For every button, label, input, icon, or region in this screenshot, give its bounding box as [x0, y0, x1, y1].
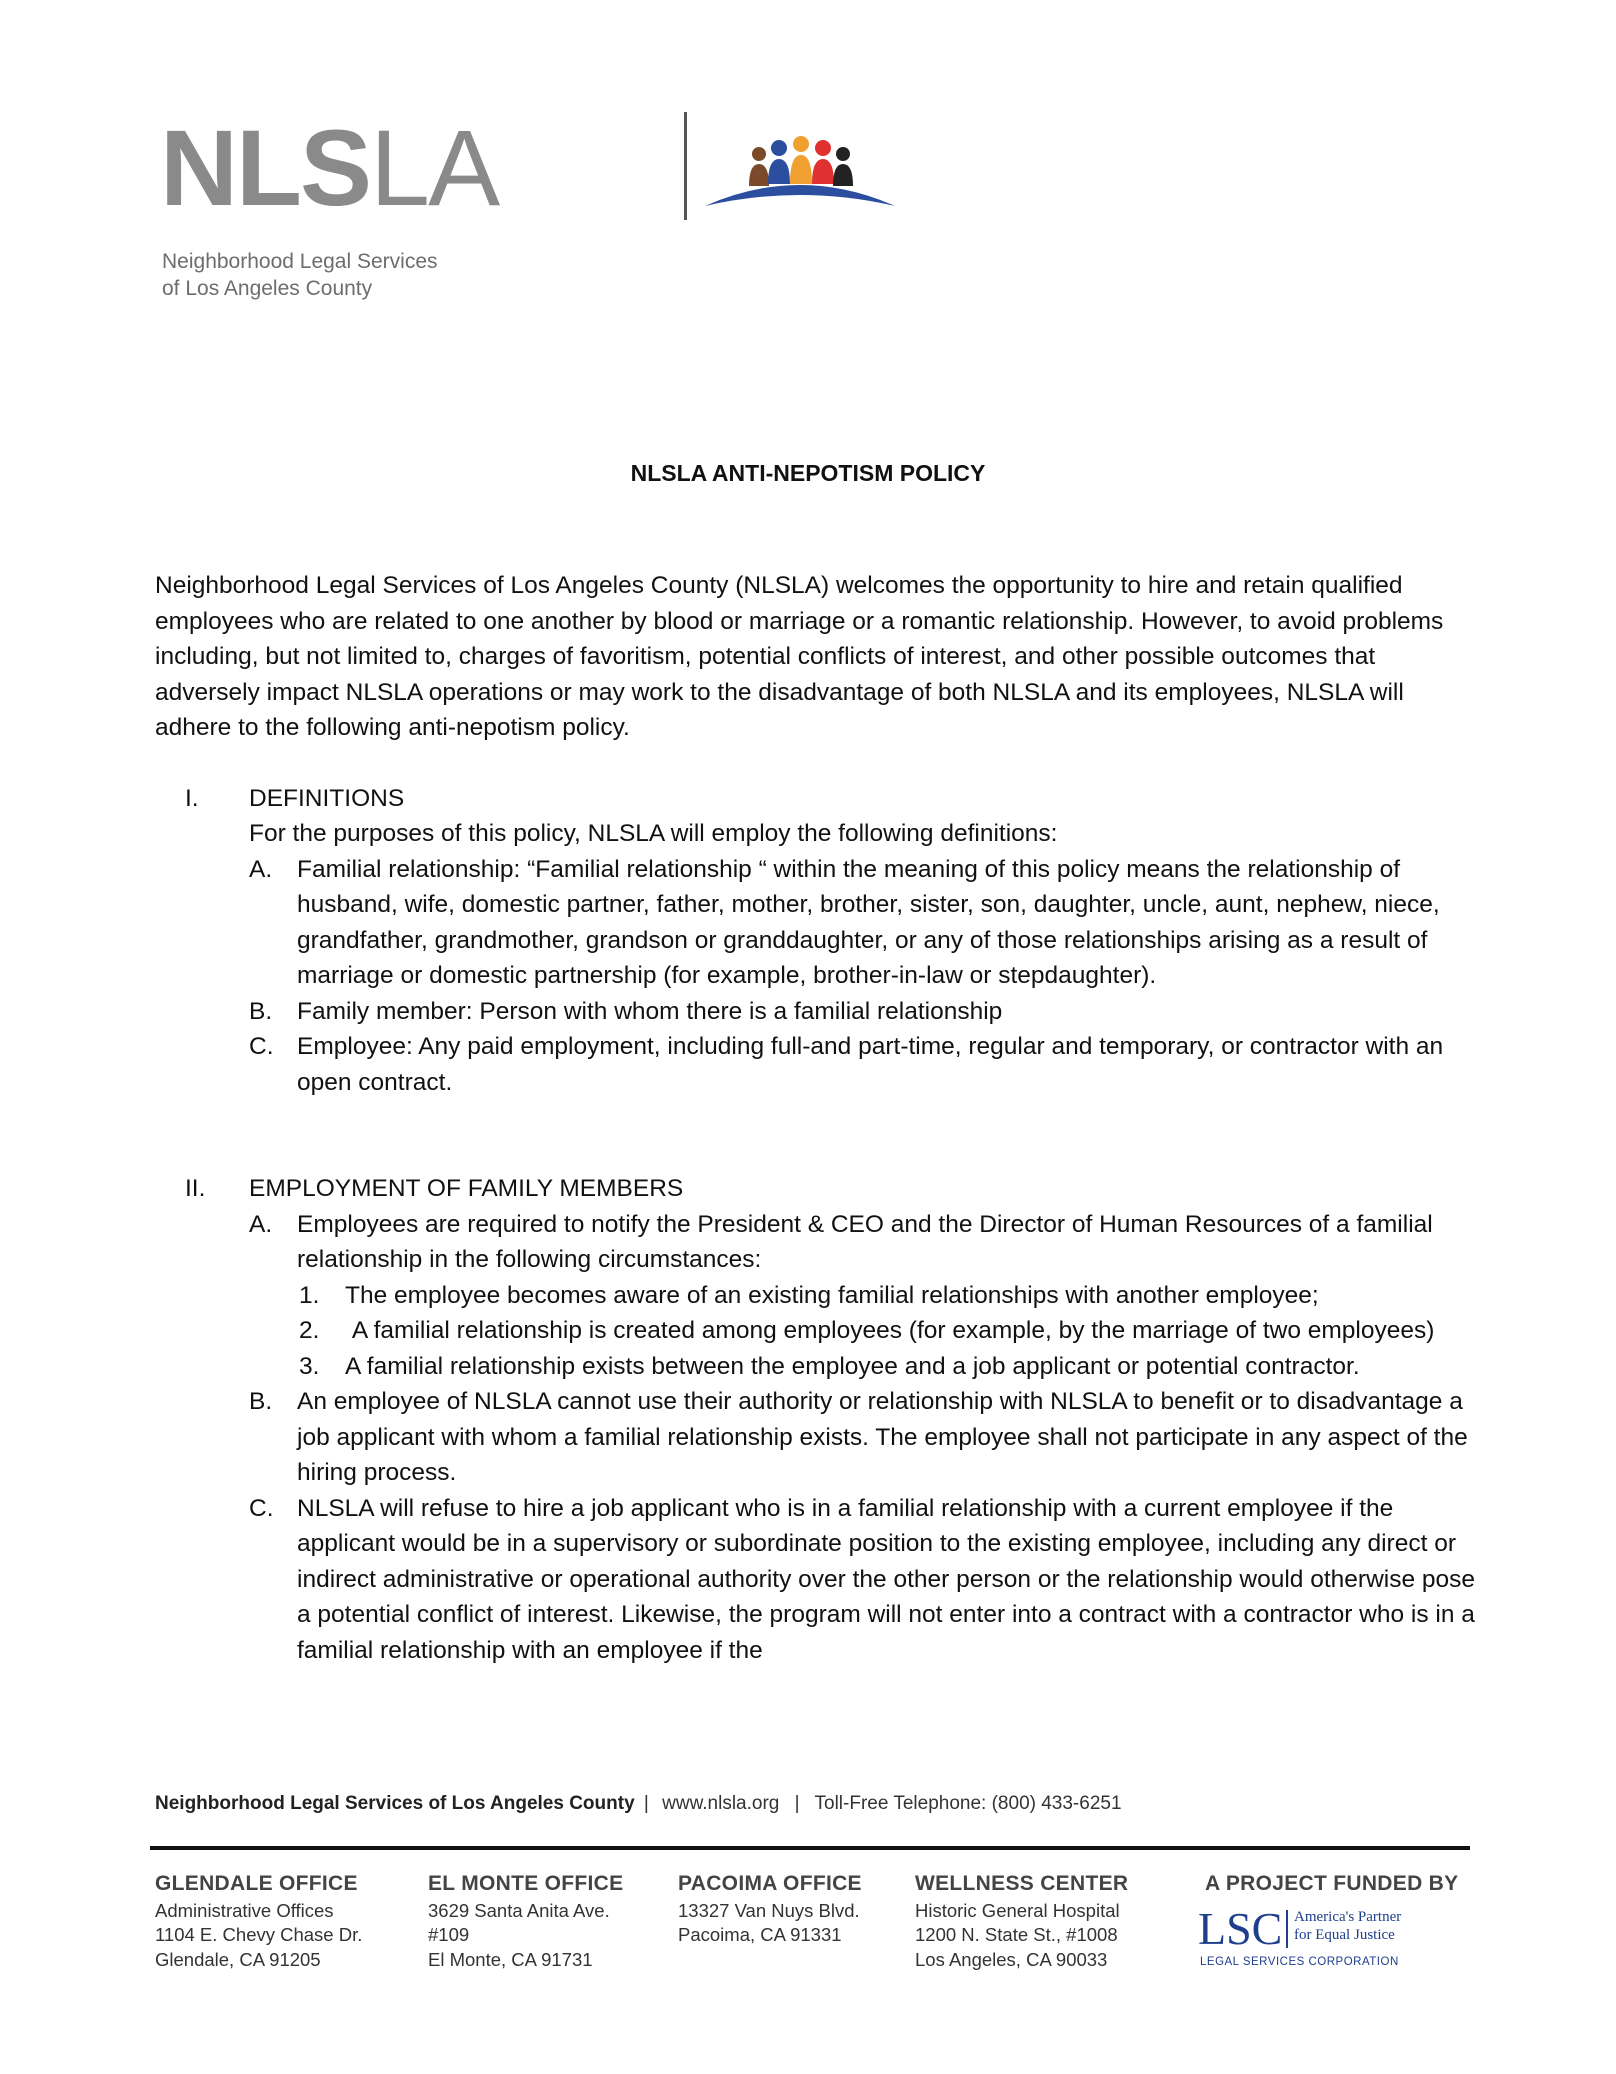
- footer-phone: Toll-Free Telephone: (800) 433-6251: [814, 1793, 1122, 1814]
- item-label: 3.: [299, 1352, 320, 1380]
- policy-body: [155, 568, 1475, 1668]
- footer-separator: |: [794, 1793, 800, 1814]
- office-line: Pacoima, CA 91331: [678, 1924, 842, 1945]
- item-label: C.: [249, 1033, 274, 1060]
- section-heading: DEFINITIONS: [249, 784, 405, 812]
- office-heading: PACOIMA OFFICE: [678, 1872, 862, 1895]
- item-text: A familial relationship is created among employees (for example, by the marriage of two employees): [345, 1317, 1435, 1344]
- list-item: [249, 852, 1475, 994]
- office-line: El Monte, CA 91731: [428, 1948, 593, 1970]
- people-arc-icon: [705, 126, 905, 206]
- office-pacoima: [678, 1872, 862, 1948]
- section-number: II.: [185, 1175, 206, 1202]
- office-line: 13327 Van Nuys Blvd.: [678, 1899, 860, 1921]
- intro-paragraph: Neighborhood Legal Services of Los Angeles County (NLSLA) welcomes the opportunity to hire and retain qualified employees who are related to one another by blood or marriage or a romantic relationship. However, to avoid problems including, but not limited to, charges of favoritism, potential conflicts of interest, and other possible outcomes that adversely impact NLSLA operations or may work to the disadvantage of both NLSLA and its employees, NLSLA will adhere to the following anti-nepotism policy.: [155, 572, 1444, 741]
- lsc-tagline-line2: for Equal Justice: [1294, 1927, 1395, 1943]
- list-item: [249, 1491, 1476, 1669]
- logo-wordmark-bold: NLS: [160, 107, 370, 228]
- item-label: B.: [249, 997, 273, 1025]
- list-item: [249, 1384, 1475, 1491]
- lsc-logo: [1198, 1903, 1418, 1968]
- item-text: NLSLA will refuse to hire a job applicant who is in a familial relationship with a current employee if the applicant would be in a supervisory or subordinate position to the existing employee, including any direct or indirect administrative or operational authority over the other person or the relationship would otherwise pose a potential conflict of interest. Likewise, the program will not enter into a contract with a contractor who is in a familial relationship with an employee if the: [297, 1494, 1476, 1664]
- item-text: Family member: Person with whom there is a familial relationship: [297, 997, 1003, 1025]
- item-label: 1.: [299, 1281, 320, 1309]
- lsc-tagline: [1294, 1908, 1401, 1944]
- sub-list-item: [299, 1313, 1475, 1349]
- lsc-tagline-line1: America's Partner: [1294, 1909, 1402, 1925]
- lsc-divider: [1286, 1910, 1288, 1948]
- office-line: Glendale, CA 91205: [155, 1948, 321, 1970]
- item-label: A.: [249, 1210, 273, 1238]
- funded-by: [1205, 1872, 1458, 1899]
- office-line: Los Angeles, CA 90033: [915, 1948, 1108, 1970]
- office-line: #109: [428, 1924, 470, 1945]
- list-item: [249, 1207, 1475, 1278]
- office-glendale: [155, 1872, 362, 1972]
- footer-divider: [150, 1846, 1470, 1850]
- office-heading: GLENDALE OFFICE: [155, 1872, 358, 1895]
- footer-contact: [155, 1793, 1122, 1815]
- office-line: 1104 E. Chevy Chase Dr.: [155, 1924, 363, 1945]
- logo-subtitle: [162, 248, 438, 302]
- section-heading: EMPLOYMENT OF FAMILY MEMBERS: [249, 1175, 684, 1202]
- footer-separator: |: [643, 1793, 649, 1814]
- office-el-monte: [428, 1872, 623, 1972]
- item-text: Employees are required to notify the President & CEO and the Director of Human Resources of a familial relationship in the following circumstances:: [297, 1210, 1433, 1273]
- item-label: B.: [249, 1388, 273, 1415]
- office-line: 1200 N. State St., #1008: [915, 1924, 1118, 1945]
- office-list: [0, 1872, 1616, 1992]
- item-text: The employee becomes aware of an existing familial relationships with another employee;: [345, 1281, 1319, 1309]
- footer-org-name: Neighborhood Legal Services of Los Angeles County: [155, 1793, 635, 1814]
- office-heading: EL MONTE OFFICE: [428, 1872, 624, 1895]
- list-item: [249, 1029, 1475, 1100]
- footer-website-link[interactable]: www.nlsla.org: [662, 1793, 780, 1814]
- logo-subtitle-line2: of Los Angeles County: [162, 277, 373, 300]
- section-number: I.: [185, 784, 199, 812]
- lsc-mark: LSC: [1198, 1903, 1283, 1954]
- item-text: Employee: Any paid employment, including full-and part-time, regular and temporary, or contractor with an open contract.: [297, 1033, 1444, 1096]
- item-text: Familial relationship: “Familial relationship “ within the meaning of this policy means the relationship of husband, wife, domestic partner, father, mother, brother, sister, son, daughter, uncle, aunt, nephew, niece, grandfather, grandmother, grandson or granddaughter, or any of those relationships arising as a result of marriage or domestic partnership (for example, brother-in-law or stepdaughter).: [297, 855, 1440, 989]
- item-text: A familial relationship exists between the employee and a job applicant or potential contractor.: [345, 1352, 1360, 1380]
- item-label: C.: [249, 1494, 274, 1522]
- logo-subtitle-line1: Neighborhood Legal Services: [162, 250, 438, 273]
- lsc-subline: LEGAL SERVICES CORPORATION: [1200, 1956, 1399, 1968]
- item-label: 2.: [299, 1317, 320, 1344]
- office-line: Administrative Offices: [155, 1899, 334, 1921]
- office-wellness-center: [915, 1872, 1128, 1972]
- logo-wordmark-light: LA: [370, 107, 499, 228]
- office-line: Historic General Hospital: [915, 1899, 1120, 1921]
- section-intro: For the purposes of this policy, NLSLA will employ the following definitions:: [249, 820, 1058, 847]
- item-text: An employee of NLSLA cannot use their authority or relationship with NLSLA to benefit or to disadvantage a job applicant with whom a familial relationship exists. The employee shall not participate in any aspect of the hiring process.: [297, 1388, 1468, 1486]
- sub-list-item: [299, 1349, 1475, 1385]
- logo-divider: [684, 112, 687, 220]
- list-item: [249, 994, 1475, 1030]
- section-definitions: [155, 781, 1475, 1101]
- office-heading: WELLNESS CENTER: [915, 1872, 1129, 1895]
- nlsla-logo: [160, 108, 760, 308]
- sub-list-item: [299, 1278, 1475, 1314]
- funded-heading: A PROJECT FUNDED BY: [1205, 1872, 1459, 1895]
- logo-wordmark: [160, 108, 498, 228]
- page-title: NLSLA ANTI-NEPOTISM POLICY: [630, 460, 986, 486]
- item-label: A.: [249, 855, 273, 883]
- office-line: 3629 Santa Anita Ave.: [428, 1899, 610, 1921]
- section-employment: [155, 1171, 1475, 1668]
